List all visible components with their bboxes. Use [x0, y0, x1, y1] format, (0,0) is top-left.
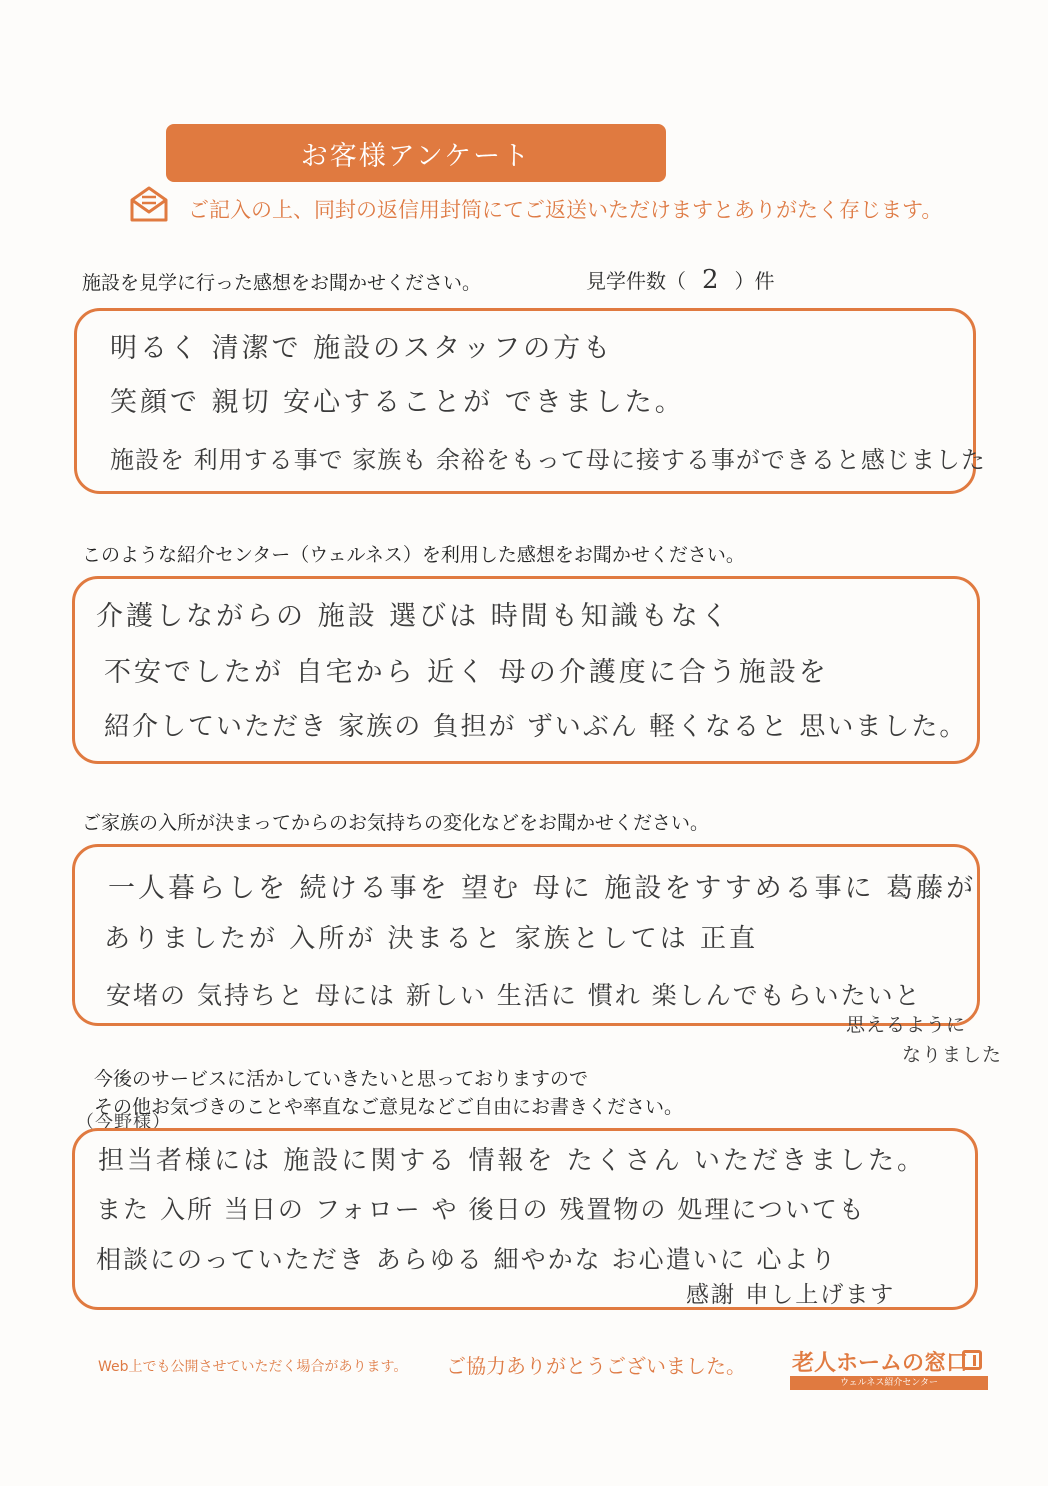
handwritten-line: なりました — [902, 1044, 1003, 1066]
question-feeling-change: ご家族の入所が決まってからのお気持ちの変化などをお聞かせください。 — [82, 812, 710, 834]
handwritten-line: 施設を 利用する事で 家族も 余裕をもって母に接する事ができると感じました — [110, 446, 986, 474]
handwritten-line: 紹介していただき 家族の 負担が ずいぶん 軽くなると 思いました。 — [104, 712, 968, 742]
handwritten-line: 相談にのっていただき あらゆる 細やかな お心遣いに 心より — [96, 1245, 838, 1274]
brand-logo — [788, 1346, 990, 1392]
handwritten-line: 感謝 申し上げます — [686, 1282, 896, 1308]
handwritten-line: 担当者様には 施設に関する 情報を たくさん いただきました。 — [98, 1146, 927, 1176]
web-publish-note: Web上でも公開させていただく場合があります。 — [98, 1359, 408, 1375]
handwritten-line: 介護しながらの 施設 選びは 時間も知識もなく — [96, 601, 731, 632]
question-visit-impression: 施設を見学に行った感想をお聞かせください。 — [82, 272, 482, 294]
visit-count-prefix: 見学件数（ — [586, 269, 686, 293]
question-center-impression: このような紹介センター（ウェルネス）を利用した感想をお聞かせください。 — [82, 544, 745, 566]
handwritten-line: 笑顔で 親切 安心することが できました。 — [110, 387, 685, 418]
handwritten-line: 明るく 清潔で 施設のスタッフの方も — [110, 333, 614, 364]
envelope-icon — [128, 184, 170, 224]
visit-count-value: 2 — [702, 265, 719, 295]
handwritten-addressee: （今野様） — [76, 1112, 171, 1133]
window-icon — [962, 1350, 982, 1370]
handwritten-line: 思えるように — [846, 1014, 967, 1036]
handwritten-line: また 入所 当日の フォロー や 後日の 残置物の 処理についても — [96, 1195, 866, 1224]
handwritten-line: 安堵の 気持ちと 母には 新しい 生活に 慣れ 楽しんでもらいたいと — [106, 981, 922, 1010]
handwritten-line: ありましたが 入所が 決まると 家族としては 正直 — [104, 924, 759, 954]
question-free-comment-line2: その他お気づきのことや率直なご意見などご自由にお書きください。 — [94, 1096, 684, 1118]
visit-count — [586, 265, 775, 295]
question-free-comment-line1: 今後のサービスに活かしていきたいと思っておりますので — [94, 1068, 589, 1090]
handwritten-line: 一人暮らしを 続ける事を 望む 母に 施設をすすめる事に 葛藤が — [108, 873, 977, 904]
thanks-message: ご協力ありがとうございました。 — [446, 1354, 746, 1378]
logo-subtitle: ウェルネス紹介センター — [790, 1376, 988, 1390]
visit-count-suffix: ）件 — [734, 269, 775, 293]
title-banner — [166, 124, 666, 182]
return-instruction: ご記入の上、同封の返信用封筒にてご返送いただけますとありがたく存じます。 — [188, 198, 943, 222]
handwritten-line: 不安でしたが 自宅から 近く 母の介護度に合う施設を — [104, 657, 829, 688]
form-title: お客様アンケート — [300, 140, 532, 172]
logo-text: 老人ホームの窓口 — [792, 1351, 969, 1376]
